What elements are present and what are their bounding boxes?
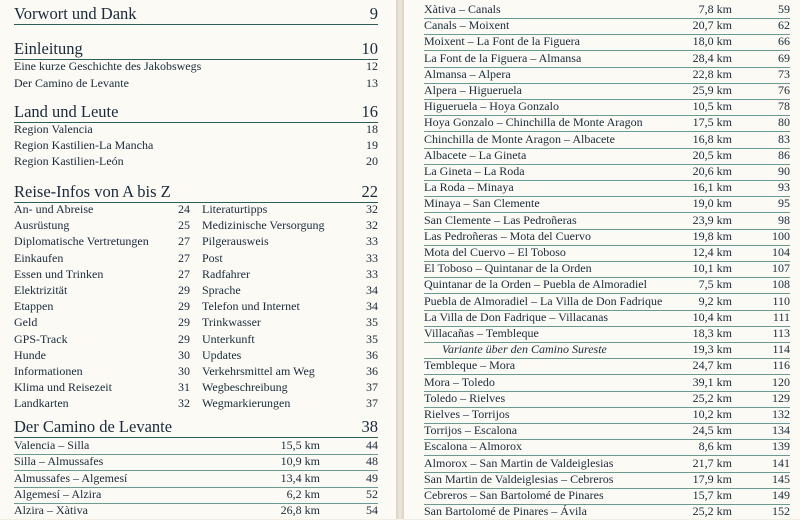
- toc-entry-page: 36: [366, 364, 378, 378]
- toc-entry[interactable]: [14, 250, 190, 267]
- toc-entry-page: 98: [778, 212, 790, 227]
- section-heading-vorwort: [14, 4, 378, 25]
- stage-entry[interactable]: [424, 487, 790, 504]
- toc-entry-page: 37: [366, 396, 378, 411]
- toc-entry-page: 33: [366, 250, 378, 265]
- toc-entry-title: Informationen: [14, 364, 83, 378]
- toc-entry-page: 107: [772, 261, 790, 276]
- toc-entry-page: 69: [778, 50, 790, 65]
- toc-entry-page: 35: [366, 331, 378, 346]
- toc-entry[interactable]: [202, 347, 378, 364]
- toc-entry-page: 29: [178, 315, 190, 330]
- stage-entry[interactable]: [424, 82, 790, 99]
- stage-entry[interactable]: [424, 357, 790, 374]
- toc-entry-page: 32: [366, 218, 378, 233]
- toc-entry[interactable]: [202, 250, 378, 267]
- toc-entry-distance: 16,8 km: [692, 131, 732, 146]
- toc-entry-title: El Toboso – Quintanar de la Orden: [424, 261, 592, 276]
- toc-entry-page: 141: [772, 455, 790, 470]
- toc-entry-title: Medizinische Versorgung: [202, 218, 325, 233]
- toc-entry-title: Essen und Trinken: [14, 266, 104, 281]
- stage-entry[interactable]: [424, 406, 790, 423]
- toc-entry-page: 54: [366, 503, 378, 518]
- toc-entry-title: Wegmarkierungen: [202, 396, 291, 411]
- toc-entry-page: 95: [778, 196, 790, 211]
- toc-entry[interactable]: [14, 363, 190, 380]
- toc-entry-page: 104: [772, 245, 790, 259]
- stage-entry[interactable]: [424, 341, 790, 358]
- toc-entry-distance: 25,9 km: [692, 83, 732, 97]
- toc-entry[interactable]: [202, 233, 378, 250]
- toc-entry-page: 27: [178, 234, 190, 249]
- toc-entry-title: Silla – Almussafes: [14, 454, 104, 469]
- stage-entry[interactable]: [424, 1, 790, 18]
- toc-entry[interactable]: [14, 58, 378, 75]
- section-page: 22: [361, 182, 378, 201]
- toc-entry-page: 145: [772, 471, 790, 486]
- section-heading-einleitung: [14, 39, 378, 60]
- toc-entry[interactable]: [14, 395, 190, 412]
- toc-entry-title: GPS-Track: [14, 331, 68, 346]
- toc-entry-title: Region Kastilien-La Mancha: [14, 138, 154, 152]
- toc-entry-title: San Clemente – Las Pedroñeras: [424, 212, 577, 227]
- toc-entry[interactable]: [202, 379, 378, 396]
- toc-entry-page: 139: [772, 439, 790, 454]
- toc-entry[interactable]: [14, 347, 190, 364]
- toc-entry-title: Region Valencia: [14, 122, 93, 136]
- toc-entry-page: 33: [366, 266, 378, 281]
- toc-entry-distance: 25,2 km: [692, 390, 732, 405]
- toc-entry-title: Tembleque – Mora: [424, 358, 516, 373]
- toc-entry-distance: 22,8 km: [692, 66, 732, 81]
- toc-entry[interactable]: [14, 282, 190, 299]
- toc-entry-distance: 8,6 km: [698, 439, 732, 454]
- toc-entry-page: 29: [178, 283, 190, 297]
- toc-entry-page: 30: [178, 364, 190, 378]
- toc-entry-page: 90: [778, 164, 790, 178]
- toc-entry[interactable]: [202, 282, 378, 299]
- toc-entry-page: 86: [778, 147, 790, 162]
- toc-entry-page: 27: [178, 266, 190, 281]
- toc-entry-distance: 15,5 km: [280, 438, 320, 452]
- toc-entry-distance: 18,3 km: [692, 326, 732, 340]
- toc-entry-distance: 17,5 km: [692, 115, 732, 130]
- toc-entry[interactable]: [14, 379, 190, 396]
- toc-entry-distance: 19,8 km: [692, 228, 732, 243]
- toc-entry-title: Etappen: [14, 299, 54, 314]
- toc-entry-title: Alpera – Higueruela: [424, 83, 522, 97]
- toc-entry-title: Literaturtipps: [202, 202, 268, 216]
- toc-entry[interactable]: [202, 314, 378, 331]
- toc-entry-title: Toledo – Rielves: [424, 390, 506, 405]
- toc-entry-page: 29: [178, 299, 190, 314]
- stage-entry[interactable]: [424, 195, 790, 212]
- toc-entry-title: San Martin de Valdeiglesias – Cebreros: [424, 471, 614, 486]
- stage-entry[interactable]: [424, 131, 790, 148]
- stage-entry[interactable]: [424, 293, 790, 310]
- stage-entry[interactable]: [424, 98, 790, 115]
- toc-entry-page: 37: [366, 380, 378, 395]
- stage-entry[interactable]: [424, 276, 790, 293]
- toc-entry-page: 52: [366, 486, 378, 501]
- toc-entry-page: 12: [366, 59, 378, 73]
- right-page: [404, 0, 800, 519]
- toc-entry-title: Las Pedroñeras – Mota del Cuervo: [424, 228, 591, 243]
- toc-entry-title: San Bartolomé de Pinares – Ávila: [424, 504, 587, 519]
- toc-entry-title: An- und Abreise: [14, 202, 94, 216]
- stage-entry[interactable]: [424, 17, 790, 34]
- toc-entry-title: Sprache: [202, 283, 241, 297]
- toc-entry-title: Xàtiva – Canals: [424, 2, 501, 16]
- toc-entry-page: 113: [772, 326, 790, 340]
- toc-entry-page: 19: [366, 138, 378, 152]
- toc-entry-distance: 13,4 km: [280, 470, 320, 485]
- toc-entry-page: 134: [772, 423, 790, 438]
- stage-entry[interactable]: [424, 66, 790, 83]
- section-title: Der Camino de Levante: [14, 417, 173, 436]
- toc-entry-title: Higueruela – Hoya Gonzalo: [424, 99, 559, 114]
- toc-entry-page: 13: [366, 76, 378, 90]
- toc-entry-page: 48: [366, 454, 378, 469]
- section-title: Einleitung: [14, 39, 83, 58]
- toc-entry-title: Elektrizität: [14, 283, 68, 297]
- stage-entry[interactable]: [14, 453, 378, 470]
- toc-entry-title: Der Camino de Levante: [14, 76, 129, 90]
- toc-entry-page: 129: [772, 390, 790, 405]
- toc-entry-title: Almansa – Alpera: [424, 66, 511, 81]
- toc-entry[interactable]: [14, 233, 190, 250]
- toc-entry-page: 25: [178, 218, 190, 233]
- toc-entry-distance: 10,5 km: [692, 99, 732, 114]
- toc-entry-title: Minaya – San Clemente: [424, 196, 540, 211]
- toc-entry-title: Valencia – Silla: [14, 438, 90, 452]
- toc-entry-title: Villacañas – Tembleque: [424, 326, 539, 340]
- stage-entry[interactable]: [424, 390, 790, 407]
- toc-entry-title: Klima und Reisezeit: [14, 380, 112, 395]
- stage-entry[interactable]: [424, 471, 790, 488]
- toc-entry[interactable]: [14, 137, 378, 154]
- toc-entry-title: Hunde: [14, 347, 46, 362]
- toc-entry-page: 35: [366, 315, 378, 330]
- toc-entry-distance: 7,5 km: [698, 277, 732, 292]
- toc-entry-distance: 23,9 km: [692, 212, 732, 227]
- toc-entry-title: Mora – Toledo: [424, 374, 495, 389]
- toc-entry-title: Wegbeschreibung: [202, 380, 288, 395]
- toc-entry-page: 34: [366, 283, 378, 297]
- section-title: Land und Leute: [14, 102, 119, 121]
- toc-entry-title: Radfahrer: [202, 266, 250, 281]
- stage-entry[interactable]: [424, 33, 790, 50]
- section-title: Reise-Infos von A bis Z: [14, 182, 171, 201]
- section-heading-camino-de-levante: [14, 417, 378, 438]
- section-page: 16: [361, 102, 378, 121]
- stage-entry[interactable]: [424, 260, 790, 277]
- stage-entry[interactable]: [424, 114, 790, 131]
- toc-entry-title: Telefon und Internet: [202, 299, 300, 314]
- toc-entry-title: Almorox – San Martin de Valdeiglesias: [424, 455, 614, 470]
- toc-entry-distance: 19,3 km: [692, 342, 732, 357]
- stage-entry[interactable]: [14, 486, 378, 503]
- toc-entry-title: Escalona – Almorox: [424, 439, 522, 454]
- toc-entry-title: Diplomatische Vertretungen: [14, 234, 149, 249]
- toc-entry-title: Alzira – Xàtiva: [14, 503, 88, 518]
- toc-entry-page: 36: [366, 347, 378, 362]
- stage-entry[interactable]: [424, 228, 790, 245]
- toc-entry-page: 73: [778, 66, 790, 81]
- toc-entry-title: Moixent – La Font de la Figuera: [424, 34, 580, 49]
- left-page: [0, 0, 396, 519]
- toc-entry[interactable]: [202, 266, 378, 283]
- stage-entry[interactable]: [14, 502, 378, 519]
- toc-entry-title: Albacete – La Gineta: [424, 147, 527, 162]
- stage-entry[interactable]: [424, 325, 790, 342]
- stage-entry[interactable]: [424, 503, 790, 520]
- toc-entry-title: Post: [202, 250, 223, 265]
- stage-entry[interactable]: [424, 438, 790, 455]
- toc-entry-title: Algemesí – Alzira: [14, 486, 102, 501]
- toc-entry-title: Einkaufen: [14, 250, 64, 265]
- toc-entry-distance: 16,1 km: [692, 180, 732, 195]
- toc-entry-page: 34: [366, 299, 378, 314]
- toc-entry-title: Updates: [202, 347, 242, 362]
- toc-entry-page: 93: [778, 180, 790, 195]
- toc-entry[interactable]: [14, 266, 190, 283]
- section-page: 10: [361, 39, 378, 58]
- toc-entry-distance: 10,4 km: [692, 309, 732, 324]
- section-page: 9: [369, 4, 378, 23]
- toc-entry[interactable]: [14, 75, 378, 92]
- toc-entry-title: Almussafes – Algemesí: [14, 470, 128, 485]
- toc-entry-distance: 10,9 km: [280, 454, 320, 469]
- toc-entry-title: Quintanar de la Orden – Puebla de Almoradiel: [424, 277, 647, 292]
- stage-entry[interactable]: [424, 455, 790, 472]
- toc-entry-distance: 20,7 km: [692, 18, 732, 33]
- toc-entry-distance: 10,2 km: [692, 407, 732, 421]
- toc-entry[interactable]: [202, 201, 378, 218]
- toc-entry-page: 76: [778, 83, 790, 97]
- toc-entry-page: 24: [178, 202, 190, 216]
- toc-entry[interactable]: [14, 153, 378, 170]
- toc-entry-page: 100: [772, 228, 790, 243]
- toc-entry-page: 27: [178, 250, 190, 265]
- toc-entry-title: Ausrüstung: [14, 218, 70, 233]
- toc-entry-page: 66: [778, 34, 790, 49]
- stage-entry[interactable]: [424, 309, 790, 326]
- toc-entry-page: 18: [366, 122, 378, 136]
- toc-entry-title: Eine kurze Geschichte des Jakobswegs: [14, 59, 202, 73]
- toc-entry-distance: 28,4 km: [692, 50, 732, 65]
- toc-entry-title: Hoya Gonzalo – Chinchilla de Monte Aragon: [424, 115, 643, 130]
- toc-entry-distance: 24,7 km: [692, 358, 732, 373]
- toc-entry-page: 62: [778, 18, 790, 33]
- toc-entry-distance: 18,0 km: [692, 34, 732, 49]
- toc-entry-title: Unterkunft: [202, 331, 255, 346]
- toc-entry[interactable]: [14, 217, 190, 234]
- toc-entry-page: 108: [772, 277, 790, 292]
- toc-entry-distance: 20,5 km: [692, 147, 732, 162]
- stage-entry[interactable]: [424, 163, 790, 180]
- toc-entry[interactable]: [202, 395, 378, 412]
- toc-entry-title: Geld: [14, 315, 38, 330]
- toc-entry-page: 114: [772, 342, 790, 357]
- toc-entry-page: 152: [772, 504, 790, 519]
- stage-entry[interactable]: [424, 244, 790, 261]
- toc-entry-page: 78: [778, 99, 790, 114]
- toc-entry-title: Variante über den Camino Sureste: [442, 342, 607, 357]
- stage-entry[interactable]: [424, 179, 790, 196]
- toc-entry-distance: 9,2 km: [698, 293, 732, 308]
- stage-entry[interactable]: [424, 50, 790, 67]
- toc-entry-distance: 20,6 km: [692, 164, 732, 178]
- toc-entry-title: Verkehrsmittel am Weg: [202, 364, 315, 378]
- toc-entry[interactable]: [14, 121, 378, 138]
- toc-entry-title: Landkarten: [14, 396, 69, 411]
- toc-entry-distance: 15,7 km: [692, 488, 732, 502]
- stage-entry[interactable]: [14, 437, 378, 454]
- toc-entry-page: 111: [772, 309, 790, 324]
- toc-entry-title: La Font de la Figuera – Almansa: [424, 50, 582, 65]
- stage-entry[interactable]: [14, 470, 378, 487]
- toc-entry-title: Canals – Moixent: [424, 18, 510, 33]
- toc-entry-distance: 19,0 km: [692, 196, 732, 211]
- toc-entry-page: 20: [366, 154, 378, 168]
- toc-entry[interactable]: [202, 331, 378, 348]
- toc-entry[interactable]: [14, 298, 190, 315]
- toc-entry[interactable]: [14, 331, 190, 348]
- toc-entry-title: Mota del Cuervo – El Toboso: [424, 245, 566, 259]
- toc-entry-page: 30: [178, 347, 190, 362]
- toc-entry-distance: 17,9 km: [692, 471, 732, 486]
- section-heading-reise-infos: [14, 182, 378, 203]
- toc-entry-page: 44: [366, 438, 378, 452]
- toc-entry-distance: 10,1 km: [692, 261, 732, 276]
- toc-entry-title: Puebla de Almoradiel – La Villa de Don Fadrique: [424, 293, 663, 308]
- stage-entry[interactable]: [424, 147, 790, 164]
- toc-entry-distance: 6,2 km: [286, 486, 320, 501]
- toc-entry[interactable]: [202, 217, 378, 234]
- toc-entry-title: La Villa de Don Fadrique – Villacanas: [424, 309, 609, 324]
- toc-entry-page: 31: [178, 380, 190, 395]
- toc-entry-title: Rielves – Torrijos: [424, 407, 510, 421]
- section-heading-land-und-leute: [14, 102, 378, 123]
- toc-entry-page: 149: [772, 488, 790, 502]
- toc-entry-page: 29: [178, 331, 190, 346]
- section-title: Vorwort und Dank: [14, 4, 137, 23]
- stage-entry[interactable]: [424, 374, 790, 391]
- toc-entry-title: Region Kastilien-León: [14, 154, 124, 168]
- toc-entry-distance: 25,2 km: [692, 504, 732, 519]
- toc-entry-page: 32: [366, 202, 378, 216]
- toc-entry-title: Cebreros – San Bartolomé de Pinares: [424, 488, 604, 502]
- toc-entry-page: 116: [772, 358, 790, 373]
- toc-entry-distance: 12,4 km: [692, 245, 732, 259]
- toc-entry-page: 120: [772, 374, 790, 389]
- toc-entry-title: Trinkwasser: [202, 315, 261, 330]
- section-page: 38: [361, 417, 378, 436]
- toc-entry-title: Chinchilla de Monte Aragon – Albacete: [424, 131, 615, 146]
- toc-entry[interactable]: [14, 201, 190, 218]
- toc-entry-title: La Roda – Minaya: [424, 180, 514, 195]
- toc-entry-distance: 21,7 km: [692, 455, 732, 470]
- toc-entry[interactable]: [202, 363, 378, 380]
- toc-entry[interactable]: [14, 314, 190, 331]
- toc-entry-page: 132: [772, 407, 790, 421]
- toc-entry-page: 49: [366, 470, 378, 485]
- toc-entry-page: 33: [366, 234, 378, 249]
- toc-entry-distance: 39,1 km: [692, 374, 732, 389]
- toc-entry-page: 59: [778, 2, 790, 16]
- stage-entry[interactable]: [424, 212, 790, 229]
- toc-entry-page: 110: [772, 293, 790, 308]
- toc-entry-page: 32: [178, 396, 190, 411]
- toc-entry[interactable]: [202, 298, 378, 315]
- stage-entry[interactable]: [424, 422, 790, 439]
- toc-entry-title: Torrijos – Escalona: [424, 423, 518, 438]
- toc-entry-page: 83: [778, 131, 790, 146]
- toc-entry-distance: 26,8 km: [280, 503, 320, 518]
- toc-entry-distance: 7,8 km: [698, 2, 732, 16]
- toc-entry-page: 80: [778, 115, 790, 130]
- book-gutter: [396, 0, 404, 519]
- toc-entry-distance: 24,5 km: [692, 423, 732, 438]
- toc-entry-title: Pilgerausweis: [202, 234, 269, 249]
- toc-entry-title: La Gineta – La Roda: [424, 164, 525, 178]
